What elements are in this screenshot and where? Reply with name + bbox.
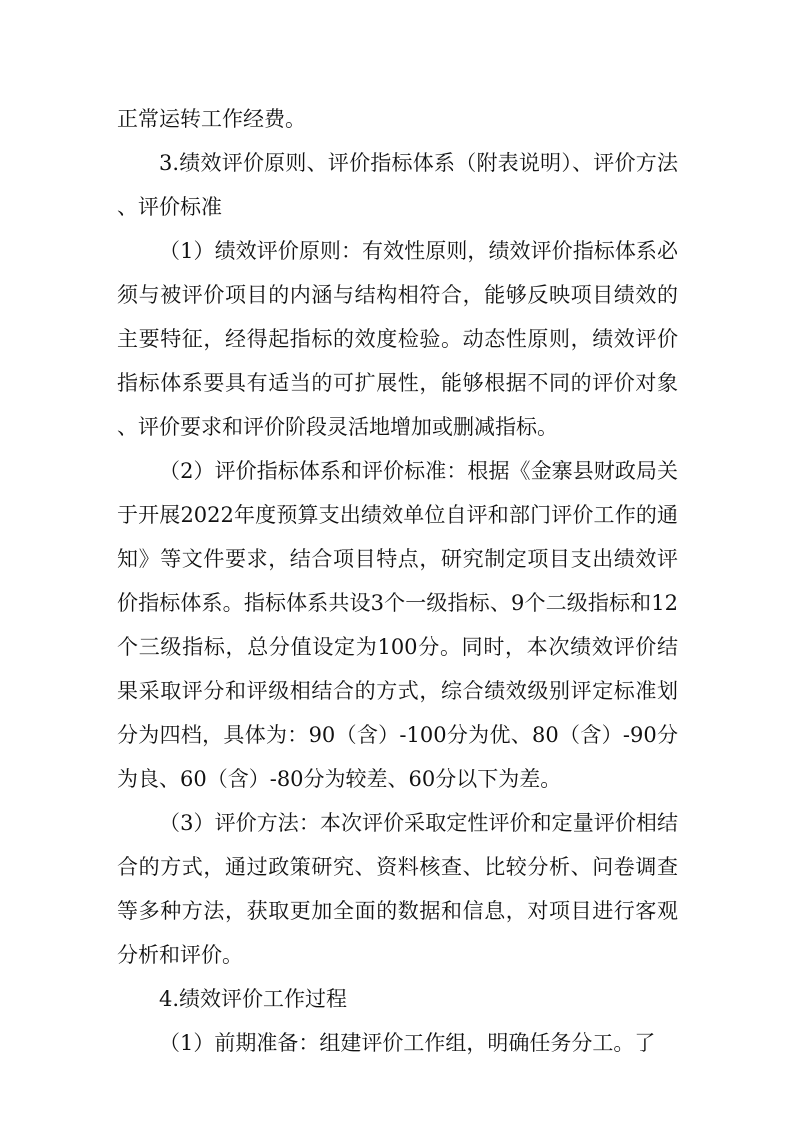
paragraph-evaluation-principles: （1）绩效评价原则：有效性原则，绩效评价指标体系必须与被评价项目的内涵与结构相符合，能够反映项目绩效的主要特征，经得起指标的效度检验。动态性原则，绩效评价指标体系要具有适当的可扩展性，能够根据不同的评价对象、评价要求和评价阶段灵活地增加或删减指标。 — [117, 239, 678, 439]
paragraph-evaluation-method: （3）评价方法：本次评价采取定性评价和定量评价相结合的方式，通过政策研究、资料核查、比较分析、问卷调查等多种方法，获取更加全面的数据和信息，对项目进行客观分析和评价。 — [117, 811, 678, 967]
paragraph-continuation: 正常运转工作经费。 — [117, 107, 306, 131]
section-heading-4: 4.绩效评价工作过程 — [159, 987, 348, 1011]
paragraph-preparation: （1）前期准备：组建评价工作组，明确任务分工。了 — [159, 1031, 656, 1055]
section-heading-3: 3.绩效评价原则、评价指标体系（附表说明）、评价方法、评价标准 — [117, 151, 678, 219]
paragraph-indicator-system: （2）评价指标体系和评价标准：根据《金寨县财政局关于开展2022年度预算支出绩效单位自评和部门评价工作的通知》等文件要求，结合项目特点，研究制定项目支出绩效评价指标体系。指标体系共设3个一级指标、9个二级指标和12个三级指标，总分值设定为100分。同时，本次绩效评价结果采取评分和评级相结合的方式，综合绩效级别评定标准划分为四档，具体为：90（含）-100分为优、80（含）-90分为良、60（含）-80分为较差、60分以下为差。 — [117, 459, 678, 791]
document-body — [117, 97, 678, 1065]
